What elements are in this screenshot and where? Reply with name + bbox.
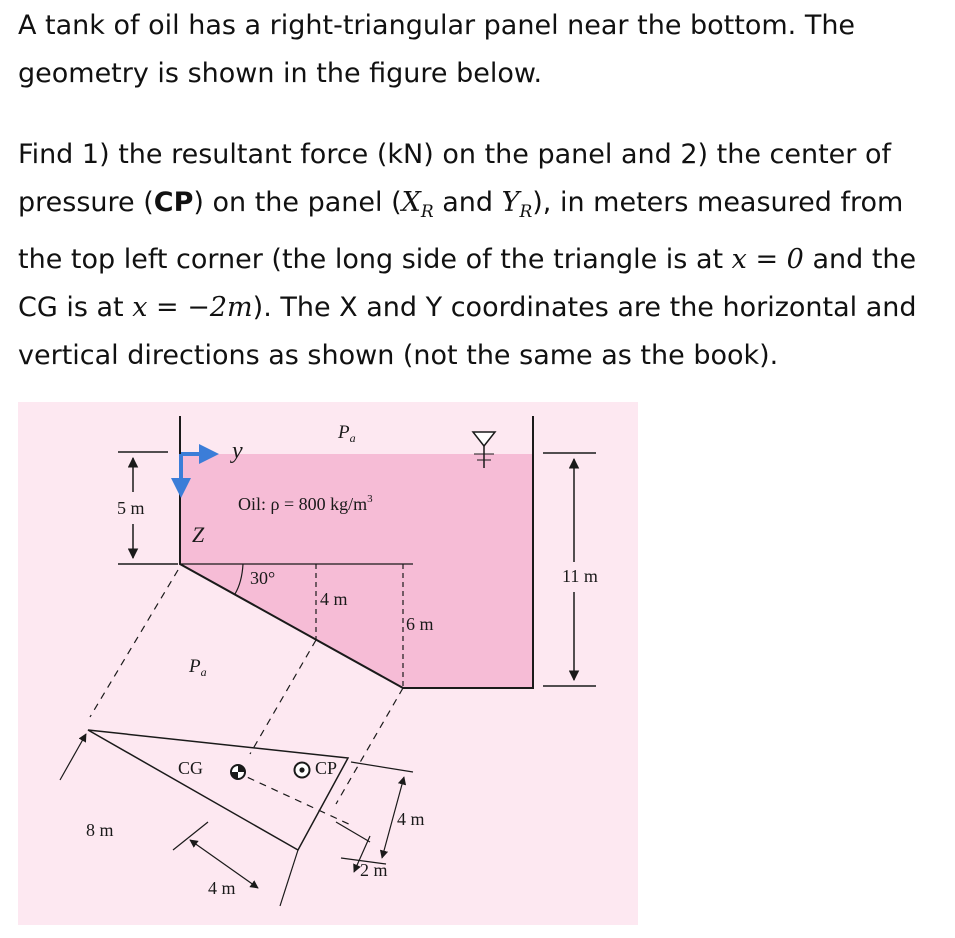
y-axis-label: y: [232, 438, 243, 464]
z-axis-label: Z: [192, 522, 205, 547]
oil-label-text: Oil: ρ = 800 kg/m: [238, 494, 368, 514]
oil-label: [238, 493, 373, 514]
tank-figure-svg: [18, 402, 638, 925]
yr-subscript: R: [519, 202, 533, 222]
question-panel: ) on the panel (: [193, 187, 402, 218]
oil-label-exp: 3: [367, 493, 373, 505]
yr-symbol: Y: [501, 187, 520, 218]
problem-question: [18, 131, 948, 380]
eq-zero: = 0: [746, 244, 804, 275]
cg-label: CG: [178, 758, 204, 778]
cp-symbol: [295, 763, 310, 778]
dim-4m-bottom-label: 4 m: [208, 878, 236, 898]
angle-label: 30°: [250, 568, 276, 588]
cg-symbol: [231, 765, 245, 779]
pa-left-p: P: [189, 656, 201, 677]
eq-cg: = −2m: [147, 292, 253, 323]
dim-4m-vert-label: 4 m: [320, 589, 348, 609]
pa-left-sub: a: [200, 665, 207, 679]
question-rest: ). The X and Y coordinates are the horizontal and vertical directions as shown (not the same as the book).: [18, 292, 917, 371]
dim-5m-label: 5 m: [117, 498, 145, 518]
dim-6m-label: 6 m: [406, 614, 434, 634]
xr-subscript: R: [420, 202, 434, 222]
xr-symbol: X: [401, 187, 421, 218]
dim-8m-label: 8 m: [86, 820, 114, 840]
question-meters: ), in meters measured from the top left corner (the long side of the triangle is at: [18, 187, 904, 275]
dim-4m-slant-label: 4 m: [397, 809, 425, 829]
cp-bold: CP: [153, 187, 194, 218]
dim-11m-label: 11 m: [562, 566, 598, 586]
x-variable-2: x: [132, 292, 148, 323]
tank-figure: [18, 402, 638, 925]
x-variable: x: [731, 244, 747, 275]
pa-top-sub: a: [349, 431, 356, 445]
pa-top-p: P: [338, 422, 350, 443]
cp-label: CP: [315, 758, 338, 778]
question-find: Find 1) the resultant force (kN) on the panel and 2) the center of pressure (: [18, 139, 891, 218]
question-cg: and the CG is at: [18, 244, 917, 323]
problem-intro: A tank of oil has a right-triangular panel near the bottom. The geometry is shown in the figure below.: [18, 10, 856, 89]
dim-2m-label: 2 m: [360, 860, 388, 880]
question-and: and: [433, 187, 502, 218]
